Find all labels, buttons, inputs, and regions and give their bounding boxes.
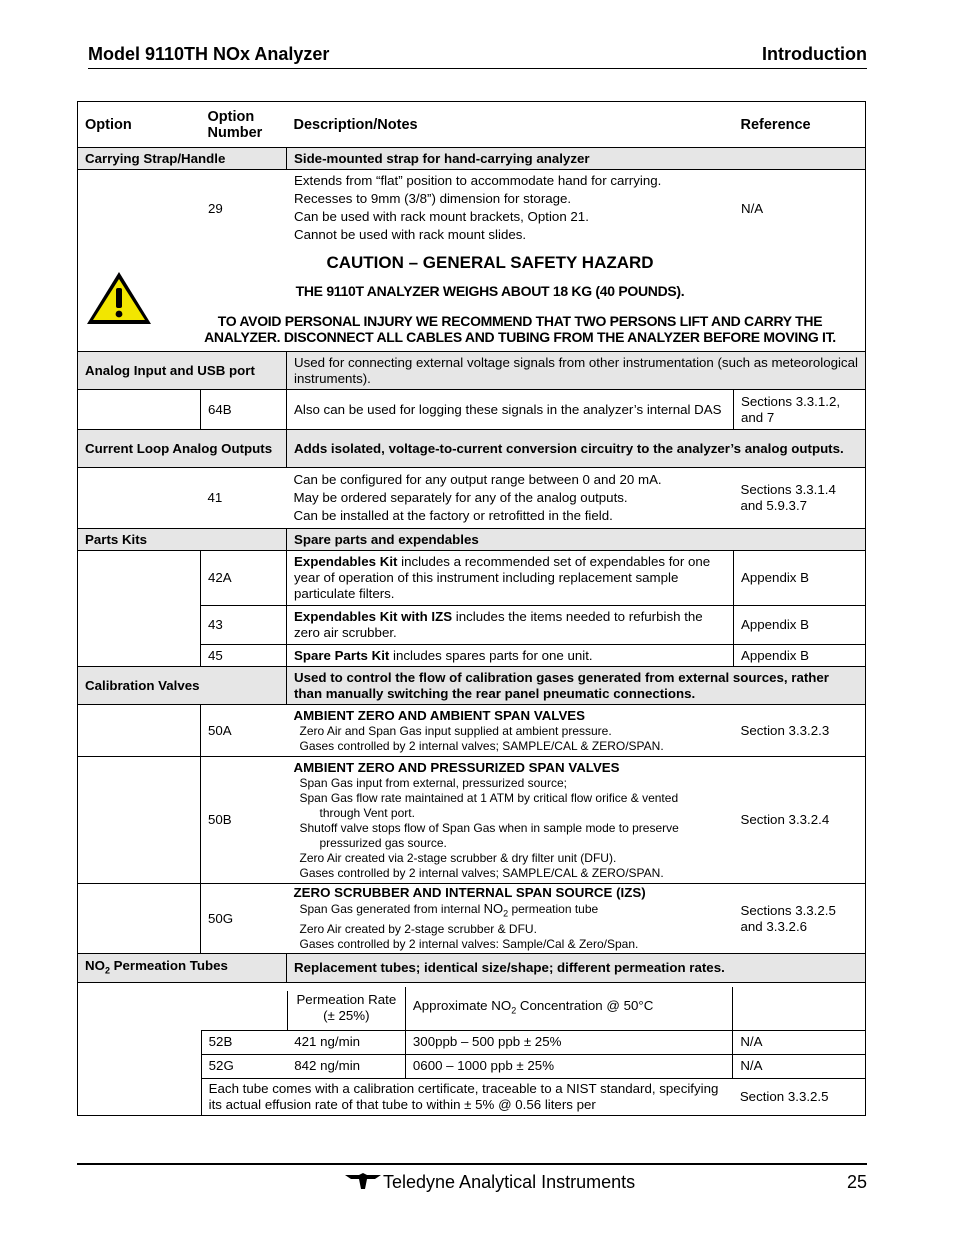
note-line: Gases controlled by 2 internal valves; SAMPLE/CAL & ZERO/SPAN. [299, 738, 664, 753]
reference: N/A [733, 1054, 865, 1078]
section-row [78, 954, 866, 983]
section-summary: Replacement tubes; identical size/shape; different permeation rates. [287, 954, 866, 983]
col-permeation-rate: Permeation Rate (± 25%) [287, 987, 405, 1030]
note-line: Can be used with rack mount brackets, Option 21. [294, 209, 589, 224]
page-number: 25 [846, 1172, 867, 1192]
caution-instruction: TO AVOID PERSONAL INJURY WE RECOMMEND THAT TWO PERSONS LIFT AND CARRY THE ANALYZER. DISCONNECT ALL CABLES AND TUBING FROM THE ANALYZER BEFORE MOVING IT. [204, 313, 836, 345]
table-row [78, 1030, 865, 1054]
option-description: Also can be used for logging these signals in the analyzer’s internal DAS [287, 390, 734, 430]
reference: Appendix B [734, 551, 866, 606]
warning-icon [84, 269, 154, 327]
section-summary: Spare parts and expendables [287, 529, 866, 551]
table-header-row [78, 102, 866, 148]
reference: Sections 3.3.2.5 and 3.3.2.6 [734, 884, 866, 954]
section-title: $NO_2$ Permeation Tubes [78, 954, 287, 983]
table-row [78, 1054, 865, 1078]
note-line: Can be configured for any output range between 0 and 20 mA. [293, 472, 662, 487]
note-line: pressurized gas source. [319, 835, 447, 850]
note-line: Recesses to 9mm (3/8”) dimension for storage. [294, 191, 572, 206]
note-line: Span Gas input from external, pressurized source; [299, 775, 567, 790]
section-title: Calibration Valves [78, 667, 287, 705]
reference: Section 3.3.2.4 [734, 757, 866, 884]
section-row [78, 430, 866, 468]
reference: N/A [741, 200, 764, 216]
valve-heading: AMBIENT ZERO AND AMBIENT SPAN VALVES [293, 707, 586, 723]
note-line: Zero Air created by 2-stage scrubber & DFU. [299, 921, 537, 936]
option-row [78, 390, 866, 430]
option-number: 64B [201, 390, 287, 430]
section-title: Analog Input and USB port [78, 352, 287, 390]
option-row [78, 884, 866, 954]
note-line: Gases controlled by 2 internal valves: Sample/Cal & Zero/Span. [299, 936, 639, 951]
option-row [78, 468, 866, 529]
option-number: 52G [201, 1054, 287, 1078]
note-line: Zero Air and Span Gas input supplied at ambient pressure. [299, 723, 612, 738]
col-reference: Reference [734, 102, 866, 148]
concentration: 0600 – 1000 ppb ± 25% [405, 1054, 732, 1078]
option-number: 50B [201, 757, 287, 884]
option-row [78, 705, 866, 757]
permeation-table [78, 983, 865, 1115]
reference: Section 3.3.2.5 [739, 1088, 829, 1104]
section-row [78, 148, 866, 170]
option-number: 52B [201, 1030, 287, 1054]
option-number: 41 [201, 468, 287, 529]
option-row [78, 757, 866, 884]
caution-title: CAUTION – GENERAL SAFETY HAZARD [326, 253, 654, 272]
note-line: Shutoff valve stops flow of Span Gas when in sample mode to preserve [299, 820, 679, 835]
section-row [78, 529, 866, 551]
col-number: Option Number [201, 102, 287, 148]
section-summary: Side-mounted strap for hand-carrying analyzer [287, 148, 866, 170]
section-title: Carrying Strap/Handle [78, 148, 287, 170]
option-number: 50A [201, 705, 287, 757]
col-concentration: Approximate $NO_2$ Concentration @ 50°C [405, 987, 732, 1030]
valve-heading: ZERO SCRUBBER AND INTERNAL SPAN SOURCE (IZS) [293, 885, 646, 901]
reference: Section 3.3.2.3 [734, 705, 866, 757]
reference: Sections 3.3.1.2, and 7 [734, 390, 866, 430]
teledyne-logo-icon [345, 1173, 381, 1189]
option-number: 29 [208, 200, 223, 216]
reference: N/A [733, 1030, 865, 1054]
section-row [78, 352, 866, 390]
option-number: 50G [201, 884, 287, 954]
page-footer [77, 1163, 867, 1192]
page-header [88, 44, 867, 69]
option-description: Spare Parts Kit includes spares parts for one unit. [287, 645, 734, 667]
document-title: Model 9110TH NOx Analyzer [88, 44, 330, 64]
option-number: 45 [201, 645, 287, 667]
note-line: Gases controlled by 2 internal valves; SAMPLE/CAL & ZERO/SPAN. [299, 865, 664, 880]
section-title: Current Loop Analog Outputs [78, 430, 287, 468]
note-line: Span Gas flow rate maintained at 1 ATM by critical flow orifice & vented [299, 790, 679, 805]
reference: Appendix B [734, 645, 866, 667]
note-line: Cannot be used with rack mount slides. [294, 227, 527, 242]
option-row [78, 170, 866, 352]
note-line: May be ordered separately for any of the analog outputs. [293, 490, 628, 505]
concentration: 300ppb – 500 ppb ± 25% [405, 1030, 732, 1054]
tube-note: Each tube comes with a calibration certificate, traceable to a NIST standard, specifying its actual effusion rate of that tube to within ± 5% @ 0.56 liters per [208, 1080, 719, 1112]
caution-weight: THE 9110T ANALYZER WEIGHS ABOUT 18 KG (40 POUNDS). [295, 283, 685, 299]
note-line: Span Gas generated from internal $NO_2$ permeation tube [299, 901, 599, 919]
permeation-rate: 842 ng/min [287, 1054, 405, 1078]
options-table [77, 101, 866, 1116]
option-number: 42A [201, 551, 287, 606]
option-description: Expendables Kit with IZS includes the items needed to refurbish the zero air scrubber. [287, 606, 734, 645]
option-row [78, 983, 866, 1116]
section-row [78, 667, 866, 705]
valve-heading: AMBIENT ZERO AND PRESSURIZED SPAN VALVES [293, 759, 620, 775]
note-line: Can be installed at the factory or retrofitted in the field. [293, 508, 613, 523]
note-line: through Vent port. [319, 805, 415, 820]
option-description: Expendables Kit includes a recommended set of expendables for one year of operation of this instrument including replacement sample particulate filters. [287, 551, 734, 606]
section-summary: Adds isolated, voltage-to-current conversion circuitry to the analyzer’s analog outputs. [287, 430, 866, 468]
company-name: Teledyne Analytical Instruments [383, 1172, 636, 1192]
section-title: Introduction [762, 44, 867, 64]
section-summary: Used for connecting external voltage signals from other instrumentation (such as meteorological instruments). [287, 352, 866, 390]
reference: Sections 3.3.1.4 and 5.9.3.7 [734, 468, 866, 529]
col-option: Option [78, 102, 201, 148]
note-line: Extends from “flat” position to accommodate hand for carrying. [294, 173, 662, 188]
section-summary: Used to control the flow of calibration gases generated from external sources, rather than manually switching the rear panel pneumatic connections. [287, 667, 866, 705]
table-row [78, 1078, 865, 1115]
section-title: Parts Kits [78, 529, 287, 551]
note-line: Zero Air created via 2-stage scrubber & dry filter unit (DFU). [299, 850, 617, 865]
permeation-rate: 421 ng/min [287, 1030, 405, 1054]
option-number: 43 [201, 606, 287, 645]
option-row [78, 551, 866, 606]
col-description: Description/Notes [287, 102, 734, 148]
reference: Appendix B [734, 606, 866, 645]
